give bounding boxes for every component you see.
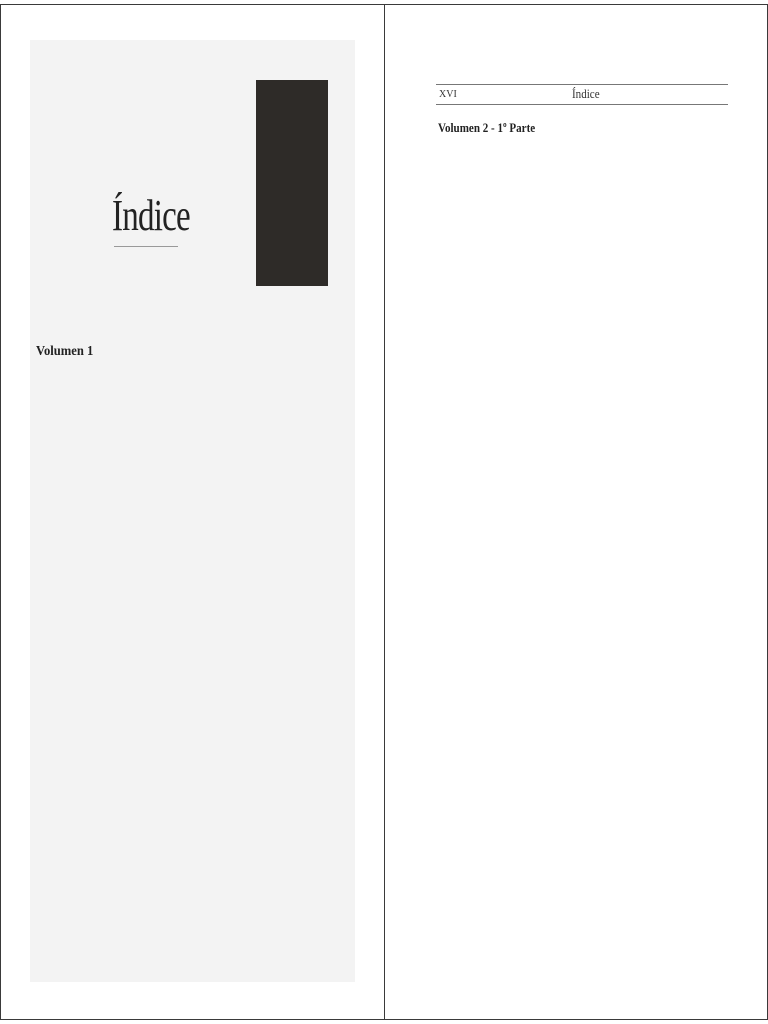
volume-2-part-1-column — [438, 120, 586, 136]
header-rule-bottom — [436, 104, 728, 105]
header-rule-top — [436, 84, 728, 85]
left-column-volume-1 — [36, 344, 181, 360]
volume-heading: Volumen 2 - 1º Parte — [438, 120, 536, 135]
page-title: Índice — [112, 191, 190, 240]
volume-heading: Volumen 1 — [36, 344, 94, 359]
page-number: XVI — [439, 89, 457, 100]
left-title-block — [112, 190, 216, 241]
decorative-dark-panel — [256, 80, 328, 286]
page-divider — [384, 4, 385, 1020]
title-underline — [114, 246, 178, 247]
running-header: Índice — [572, 86, 600, 101]
